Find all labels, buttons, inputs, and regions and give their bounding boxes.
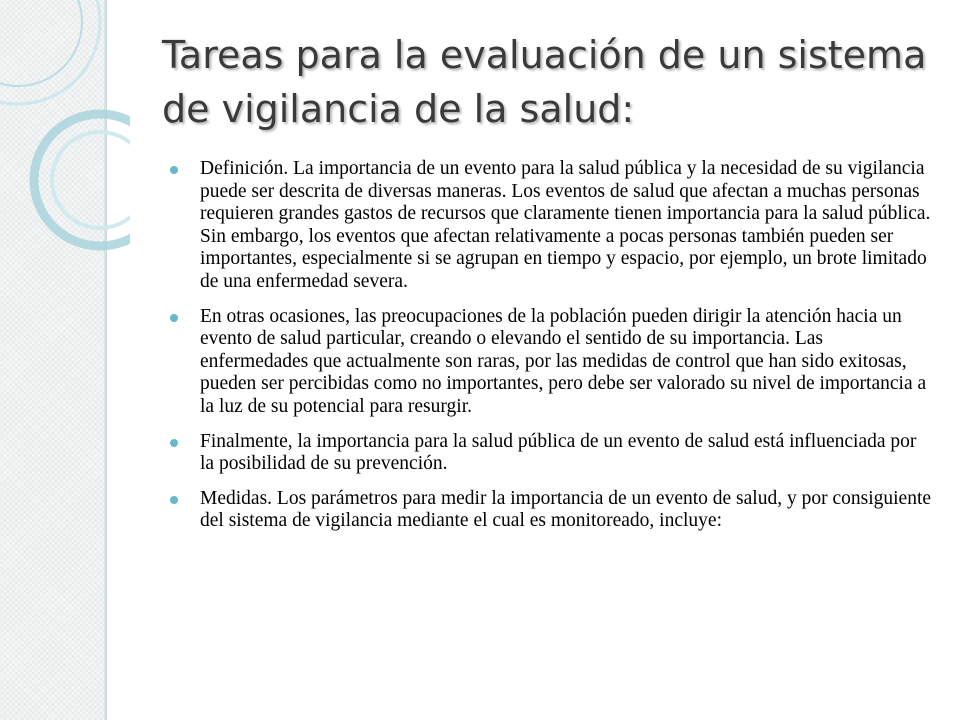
round-bullet-icon [170, 496, 178, 504]
bullet-text: Finalmente, la importancia para la salud pública de un evento de salud está influenciada por la posibilidad de su prevención. [200, 430, 917, 475]
slide-title: Tareas para la evaluación de un sistema de vigilancia de la salud: [162, 33, 927, 131]
round-bullet-icon [170, 314, 178, 322]
bullet-text: En otras ocasiones, las preocupaciones de la población pueden dirigir la atención hacia un evento de salud particular, creando o elevando el sentido de su importancia. Las enfermedades que actualmente son raras, por las medidas de control que han sido exitosas, pueden ser percibidas como no importantes, pero debe ser valorado su nivel de importancia a la luz de su potencial para resurgir. [200, 305, 927, 417]
round-bullet-icon [170, 439, 178, 447]
bullet-item [162, 306, 932, 419]
bullet-item [162, 488, 932, 533]
bullet-text: Medidas. Los parámetros para medir la importancia de un evento de salud, y por consiguiente del sistema de vigilancia mediante el cual es monitoreado, incluye: [200, 487, 932, 532]
bullet-text: Definición. La importancia de un evento para la salud pública y la necesidad de su vigilancia puede ser descrita de diversas maneras. Los eventos de salud que afectan a muchas personas requieren grandes gastos de recursos que claramente tienen importancia para la salud pública. Sin embargo, los eventos que afectan relativamente a pocas personas también pueden ser importantes, especialmente si se agrupan en tiempo y espacio, por ejemplo, un brote limitado de una enfermedad severa. [200, 158, 931, 292]
round-bullet-icon [170, 166, 178, 174]
bullet-list [162, 158, 932, 545]
bullet-item [162, 431, 932, 476]
bullet-item [162, 158, 932, 294]
concentric-rings-icon [0, 0, 130, 300]
